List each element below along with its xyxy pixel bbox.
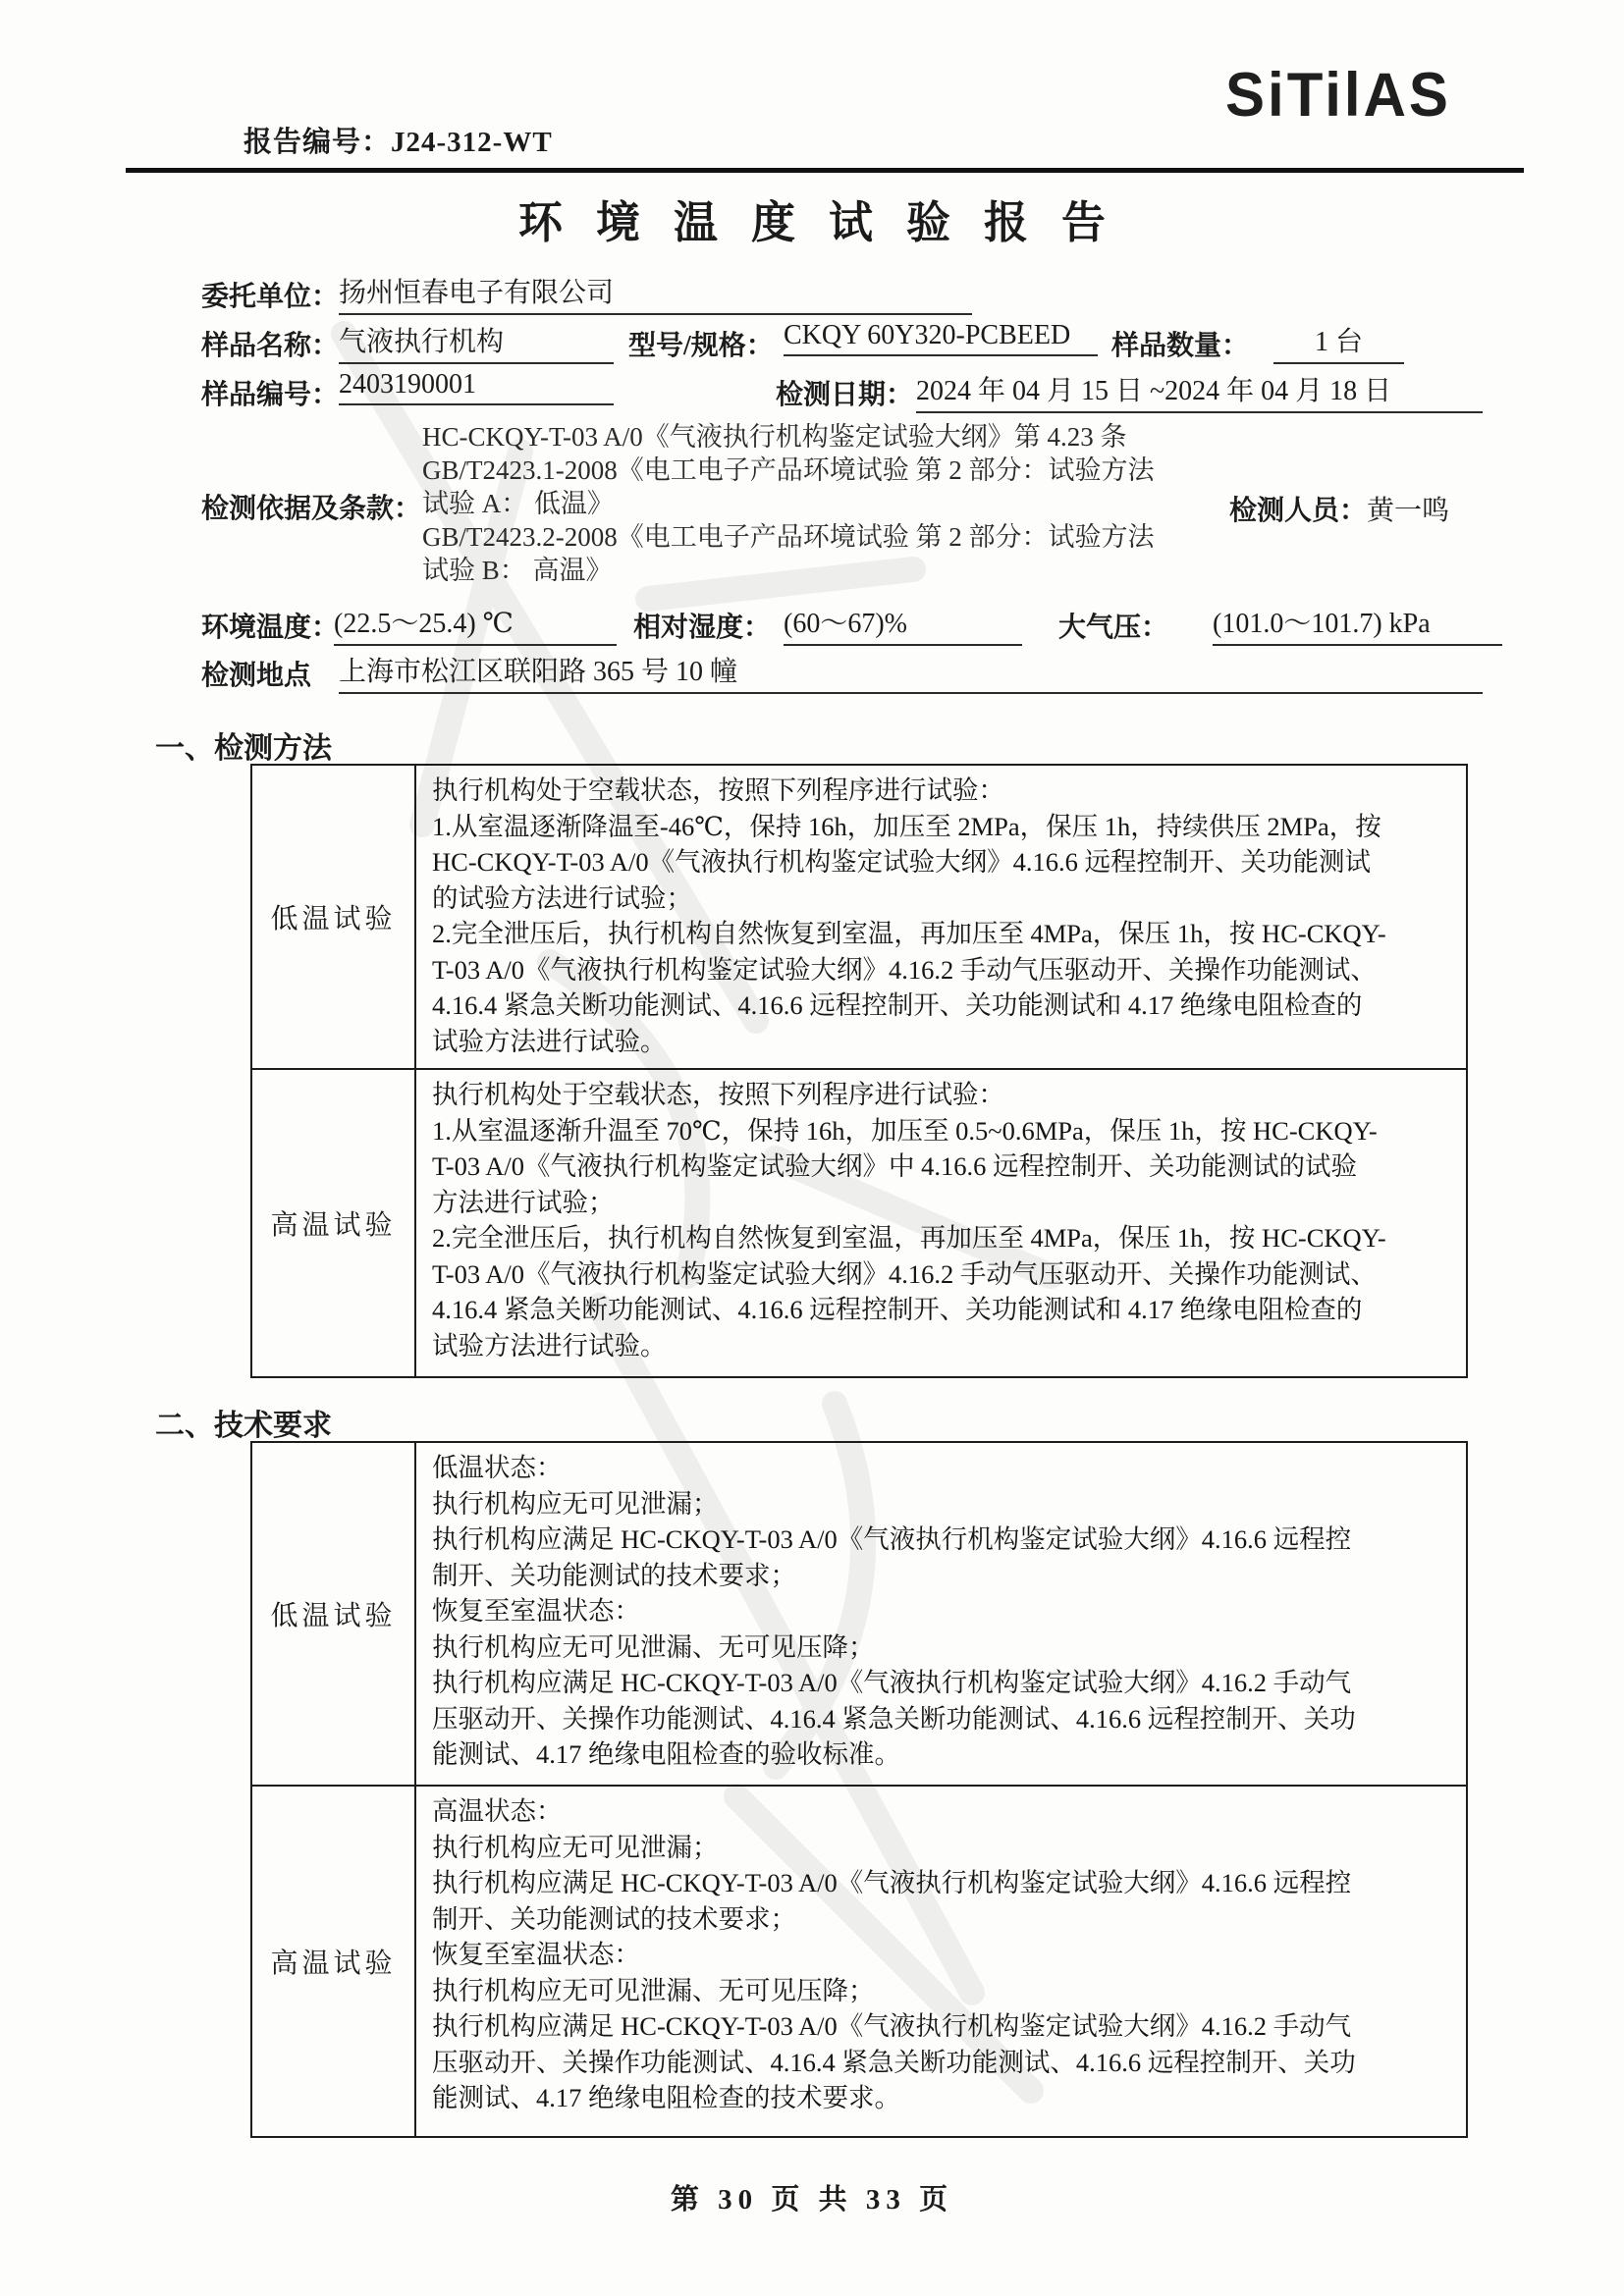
report-number-value: J24-312-WT [391, 127, 553, 158]
section-2-heading: 二、技术要求 [155, 1410, 332, 1442]
header-divider [126, 168, 1524, 173]
model-value: CKQY 60Y320-PCBEED [784, 320, 1098, 356]
low-temp-requirement-text: 低温状态： 执行机构应无可见泄漏； 执行机构应满足 HC-CKQY-T-03 A/0《气液执行机构鉴定试验大纲》4.16.6 远程控 制开、关功能测试的技术要求； 恢复至室温状态： 执行机构应无可见泄漏、无可见压降； 执行机构应满足 HC-CKQY-T-03 A/0《气液执行机构鉴定试验大纲》4.16.2 手动气 压驱动开、关操作功能测试、4.16.4 紧急关断功能测试、4.16.6 远程控制开、关功 能测试、4.17 绝缘电阻检查的验收标准。 [432, 1453, 1356, 1769]
basis-lines: HC-CKQY-T-03 A/0《气液执行机构鉴定试验大纲》第 4.23 条 GB/T2423.1-2008《电工电子产品环境试验 第 2 部分：试验方法 试验 A： 低温》 GB/T2423.2-2008《电工电子产品环境试验 第 2 部分：试验方法 试验 B： 高温》 [422, 422, 1155, 585]
section-1-heading: 一、检测方法 [155, 732, 332, 765]
humidity-label: 相对湿度： [633, 613, 772, 643]
quantity-value: 1 台 [1273, 320, 1404, 364]
location-label: 检测地点 [201, 661, 312, 691]
model-label: 型号/规格： [628, 331, 774, 361]
client-label: 委托单位： [201, 282, 340, 312]
report-number-row [244, 120, 553, 160]
row-header-low-temp: 低温试验 [252, 766, 416, 1068]
sample-name-value: 气液执行机构 [339, 320, 614, 364]
quantity-label: 样品数量： [1111, 331, 1250, 361]
sitiias-logo: SiTilAS [1225, 60, 1451, 130]
humidity-value: (60～67)% [784, 602, 1022, 646]
low-temp-method-text: 执行机构处于空载状态，按照下列程序进行试验： 1.从室温逐渐降温至-46℃，保持 16h，加压至 2MPa，保压 1h，持续供压 2MPa，按 HC-CKQY-T-03 A/0《气液执行机构鉴定试验大纲》4.16.6 远程控制开、关功能测试 的试验方法进行试验； 2.完全泄压后，执行机构自然恢复到室温，再加压至 4MPa，保压 1h，按 HC-CKQY- T-03 A/0《气液执行机构鉴定试验大纲》4.16.2 手动气压驱动开、关操作功能测试、 4.16.4 紧急关断功能测试、4.16.6 远程控制开、关功能测试和 4.17 绝缘电阻检查的 试验方法进行试验。 [432, 775, 1386, 1056]
table-row [252, 1443, 1466, 1787]
high-temp-method-text: 执行机构处于空载状态，按照下列程序进行试验： 1.从室温逐渐升温至 70℃，保持 16h，加压至 0.5~0.6MPa，保压 1h，按 HC-CKQY- T-03 A/0《气液执行机构鉴定试验大纲》中 4.16.6 远程控制开、关功能测试的试验 方法进行试验； 2.完全泄压后，执行机构自然恢复到室温，再加压至 4MPa，保压 1h，按 HC-CKQY- T-03 A/0《气液执行机构鉴定试验大纲》4.16.2 手动气压驱动开、关操作功能测试、 4.16.4 紧急关断功能测试、4.16.6 远程控制开、关功能测试和 4.17 绝缘电阻检查的 试验方法进行试验。 [432, 1080, 1386, 1361]
page-title: 环境温度试验报告 [517, 198, 1139, 247]
page-number: 第 30 页 共 33 页 [670, 2184, 954, 2216]
basis-label: 检测依据及条款： [201, 494, 422, 524]
row-header-high-temp: 高温试验 [252, 1787, 416, 2136]
technical-requirement-table [250, 1441, 1468, 2138]
pressure-value: (101.0～101.7) kPa [1213, 602, 1502, 646]
sample-no-value: 2403190001 [339, 369, 614, 405]
high-temp-requirement-text: 高温状态： 执行机构应无可见泄漏； 执行机构应满足 HC-CKQY-T-03 A/0《气液执行机构鉴定试验大纲》4.16.6 远程控 制开、关功能测试的技术要求； 恢复至室温状态： 执行机构应无可见泄漏、无可见压降； 执行机构应满足 HC-CKQY-T-03 A/0《气液执行机构鉴定试验大纲》4.16.2 手动气 压驱动开、关操作功能测试、4.16.4 紧急关断功能测试、4.16.6 远程控制开、关功 能测试、4.17 绝缘电阻检查的技术要求。 [432, 1796, 1356, 2112]
test-method-table [250, 764, 1468, 1378]
row-header-high-temp: 高温试验 [252, 1070, 416, 1376]
row-header-low-temp: 低温试验 [252, 1443, 416, 1785]
table-row [252, 766, 1466, 1070]
report-number-label: 报告编号： [244, 127, 392, 158]
tester-label: 检测人员： [1229, 496, 1368, 526]
tester-row [1229, 489, 1449, 528]
pressure-label: 大气压： [1058, 613, 1169, 643]
client-value: 扬州恒春电子有限公司 [339, 271, 972, 315]
tester-value: 黄一鸣 [1367, 496, 1450, 526]
sample-name-label: 样品名称： [201, 331, 340, 361]
env-temp-value: (22.5～25.4) ℃ [334, 602, 617, 646]
env-temp-label: 环境温度： [201, 613, 340, 643]
location-value: 上海市松江区联阳路 365 号 10 幢 [339, 650, 1483, 694]
table-row [252, 1787, 1466, 2136]
table-row [252, 1070, 1466, 1376]
sample-no-label: 样品编号： [201, 380, 340, 410]
test-date-value: 2024 年 04 月 15 日 ~2024 年 04 月 18 日 [916, 369, 1483, 413]
test-date-label: 检测日期： [776, 380, 914, 410]
